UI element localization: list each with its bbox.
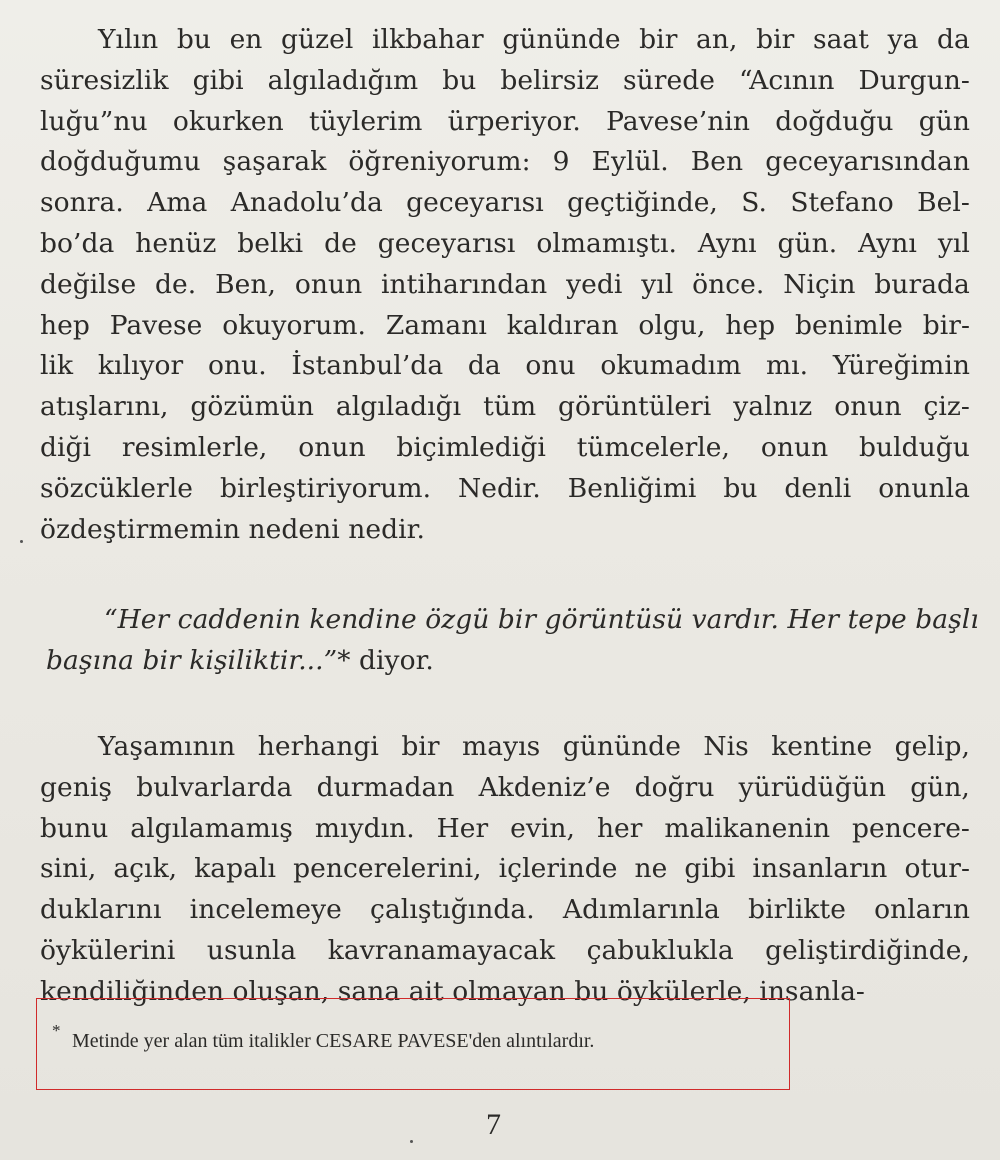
text-line: geniş bulvarlarda durmadan Akdeniz’e doğru yürüdüğün gün,: [40, 771, 970, 803]
quote-footnote-marker: *: [337, 644, 351, 676]
text-line: sini, açık, kapalı pencerelerini, içlerinde ne gibi insanların otur-: [40, 853, 970, 885]
text-line: atışlarını, gözümün algıladığı tüm görüntüleri yalnız onun çiz-: [40, 391, 970, 423]
text-line: sözcüklerle birleştiriyorum. Nedir. Benliğimi bu denli onunla: [40, 472, 970, 504]
text-line: duklarını incelemeye çalıştığında. Adımlarınla birlikte onların: [40, 894, 970, 926]
text-line: lik kılıyor onu. İstanbul’da da onu okumadım mı. Yüreğimin: [40, 350, 970, 382]
text-line: süresizlik gibi algıladığım bu belirsiz sürede “Acının Durgun-: [40, 64, 970, 96]
paper-speck: [410, 1140, 413, 1143]
page-number: 7: [486, 1108, 501, 1141]
text-line: hep Pavese okuyorum. Zamanı kaldıran olgu, hep benimle bir-: [40, 309, 970, 341]
text-line: özdeştirmemin nedeni nedir.: [40, 513, 425, 545]
quote-line-1: “Her caddenin kendine özgü bir görüntüsü vardır. Her tepe başlı: [104, 604, 979, 635]
paragraph-1: [40, 20, 970, 550]
footnote-marker: *: [52, 1021, 61, 1040]
text-line: kendiliğinden oluşan, sana ait olmayan bu öykülerle, insanla-: [40, 975, 865, 1007]
text-line: luğu”nu okurken tüylerim ürperiyor. Pavese’nin doğduğu gün: [40, 105, 970, 137]
quote-line-2: [46, 641, 972, 682]
text-line: öykülerini usunla kavranamayacak çabuklukla geliştirdiğinde,: [40, 934, 970, 966]
text-line: bo’da henüz belki de geceyarısı olmamıştı. Aynı gün. Aynı yıl: [40, 227, 970, 259]
quote-paragraph: [46, 600, 979, 682]
text-line: diği resimlerle, onun biçimlediği tümcelerle, onun bulduğu: [40, 431, 970, 463]
paragraph-2: [40, 727, 970, 1013]
paper-speck: [20, 540, 23, 543]
text-line: bunu algılamamış mıydın. Her evin, her malikanenin pencere-: [40, 812, 970, 844]
text-line: Yaşamının herhangi bir mayıs gününde Nis kentine gelip,: [98, 731, 970, 762]
quote-text: başına bir kişiliktir...”: [46, 644, 338, 676]
text-line: doğduğumu şaşarak öğreniyorum: 9 Eylül. Ben geceyarısından: [40, 146, 970, 178]
footnote: [52, 1021, 595, 1053]
quote-attribution: diyor.: [350, 644, 434, 676]
text-line: Yılın bu en güzel ilkbahar gününde bir an, bir saat ya da: [98, 24, 970, 55]
text-line: değilse de. Ben, onun intiharından yedi yıl önce. Niçin burada: [40, 268, 970, 300]
text-line: sonra. Ama Anadolu’da geceyarısı geçtiğinde, S. Stefano Bel-: [40, 187, 970, 219]
footnote-text: Metinde yer alan tüm italikler CESARE PAVESE'den alıntılardır.: [72, 1030, 595, 1052]
